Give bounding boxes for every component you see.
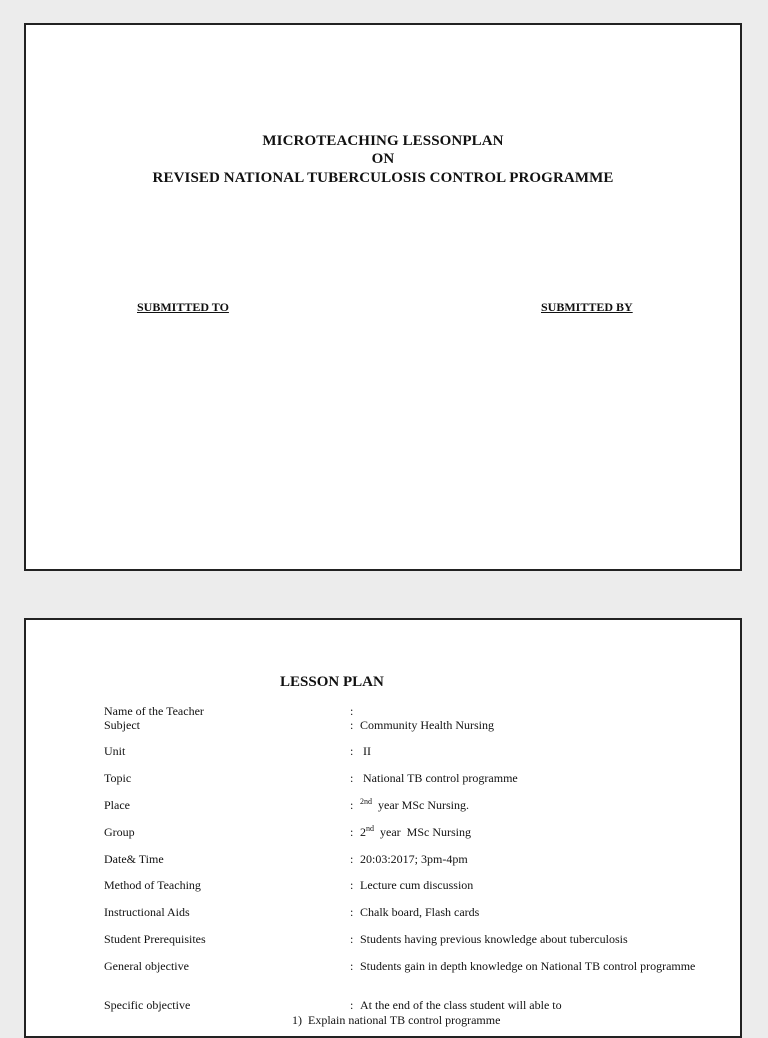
row-colon: : <box>350 905 354 919</box>
row-value: At the end of the class student will able to <box>360 998 562 1012</box>
cover-title-line-3: REVISED NATIONAL TUBERCULOSIS CONTROL PROGRAMME <box>152 170 614 186</box>
row-value: Students having previous knowledge about tuberculosis <box>360 932 628 946</box>
row-colon: : <box>350 852 354 866</box>
row-label: Method of Teaching <box>104 878 201 892</box>
row-label: Instructional Aids <box>104 905 190 919</box>
row-colon: : <box>350 704 354 718</box>
row-colon: : <box>350 959 354 973</box>
row-label: Topic <box>104 771 132 785</box>
row-colon: : <box>350 878 354 892</box>
row-colon: : <box>350 718 354 732</box>
row-label: Date& Time <box>104 852 164 866</box>
row-value: Students gain in depth knowledge on National TB control programme <box>360 959 696 973</box>
row-colon: : <box>350 998 354 1012</box>
cover-title-line-2: ON <box>371 151 395 167</box>
row-value: Community Health Nursing <box>360 718 494 732</box>
row-label: Specific objective <box>104 998 191 1012</box>
row-label: Unit <box>104 744 126 758</box>
row-value: Lecture cum discussion <box>360 878 474 892</box>
row-value: 20:03:2017; 3pm-4pm <box>360 852 468 866</box>
row-colon: : <box>350 932 354 946</box>
lesson-plan-page <box>24 618 742 1038</box>
row-value: National TB control programme <box>360 771 518 785</box>
row-colon: : <box>350 825 354 839</box>
row-label: Subject <box>104 718 140 732</box>
row-value: Chalk board, Flash cards <box>360 905 480 919</box>
row-label: General objective <box>104 959 189 973</box>
submitted-by-label: SUBMITTED BY <box>541 300 633 314</box>
row-label: Place <box>104 798 130 812</box>
row-value-sup: nd <box>366 824 374 833</box>
cover-title-line-1: MICROTEACHING LESSONPLAN <box>262 133 504 149</box>
specific-objective-item: 1) Explain national TB control programme <box>292 1013 501 1027</box>
row-value-pre: 2 <box>360 825 366 839</box>
row-value-rest: year MSc Nursing. <box>372 798 469 812</box>
submitted-to-label: SUBMITTED TO <box>137 300 229 314</box>
cover-page <box>24 23 742 571</box>
row-value <box>360 825 471 839</box>
row-value-rest: year MSc Nursing <box>374 825 471 839</box>
row-label: Group <box>104 825 135 839</box>
row-colon: : <box>350 798 354 812</box>
row-value: II <box>363 744 371 758</box>
row-label: Student Prerequisites <box>104 932 206 946</box>
row-value <box>360 798 469 812</box>
row-colon: : <box>350 771 354 785</box>
row-value-sup: 2nd <box>360 797 372 806</box>
lesson-plan-heading: LESSON PLAN <box>280 674 384 690</box>
row-label: Name of the Teacher <box>104 704 204 718</box>
row-colon: : <box>350 744 354 758</box>
